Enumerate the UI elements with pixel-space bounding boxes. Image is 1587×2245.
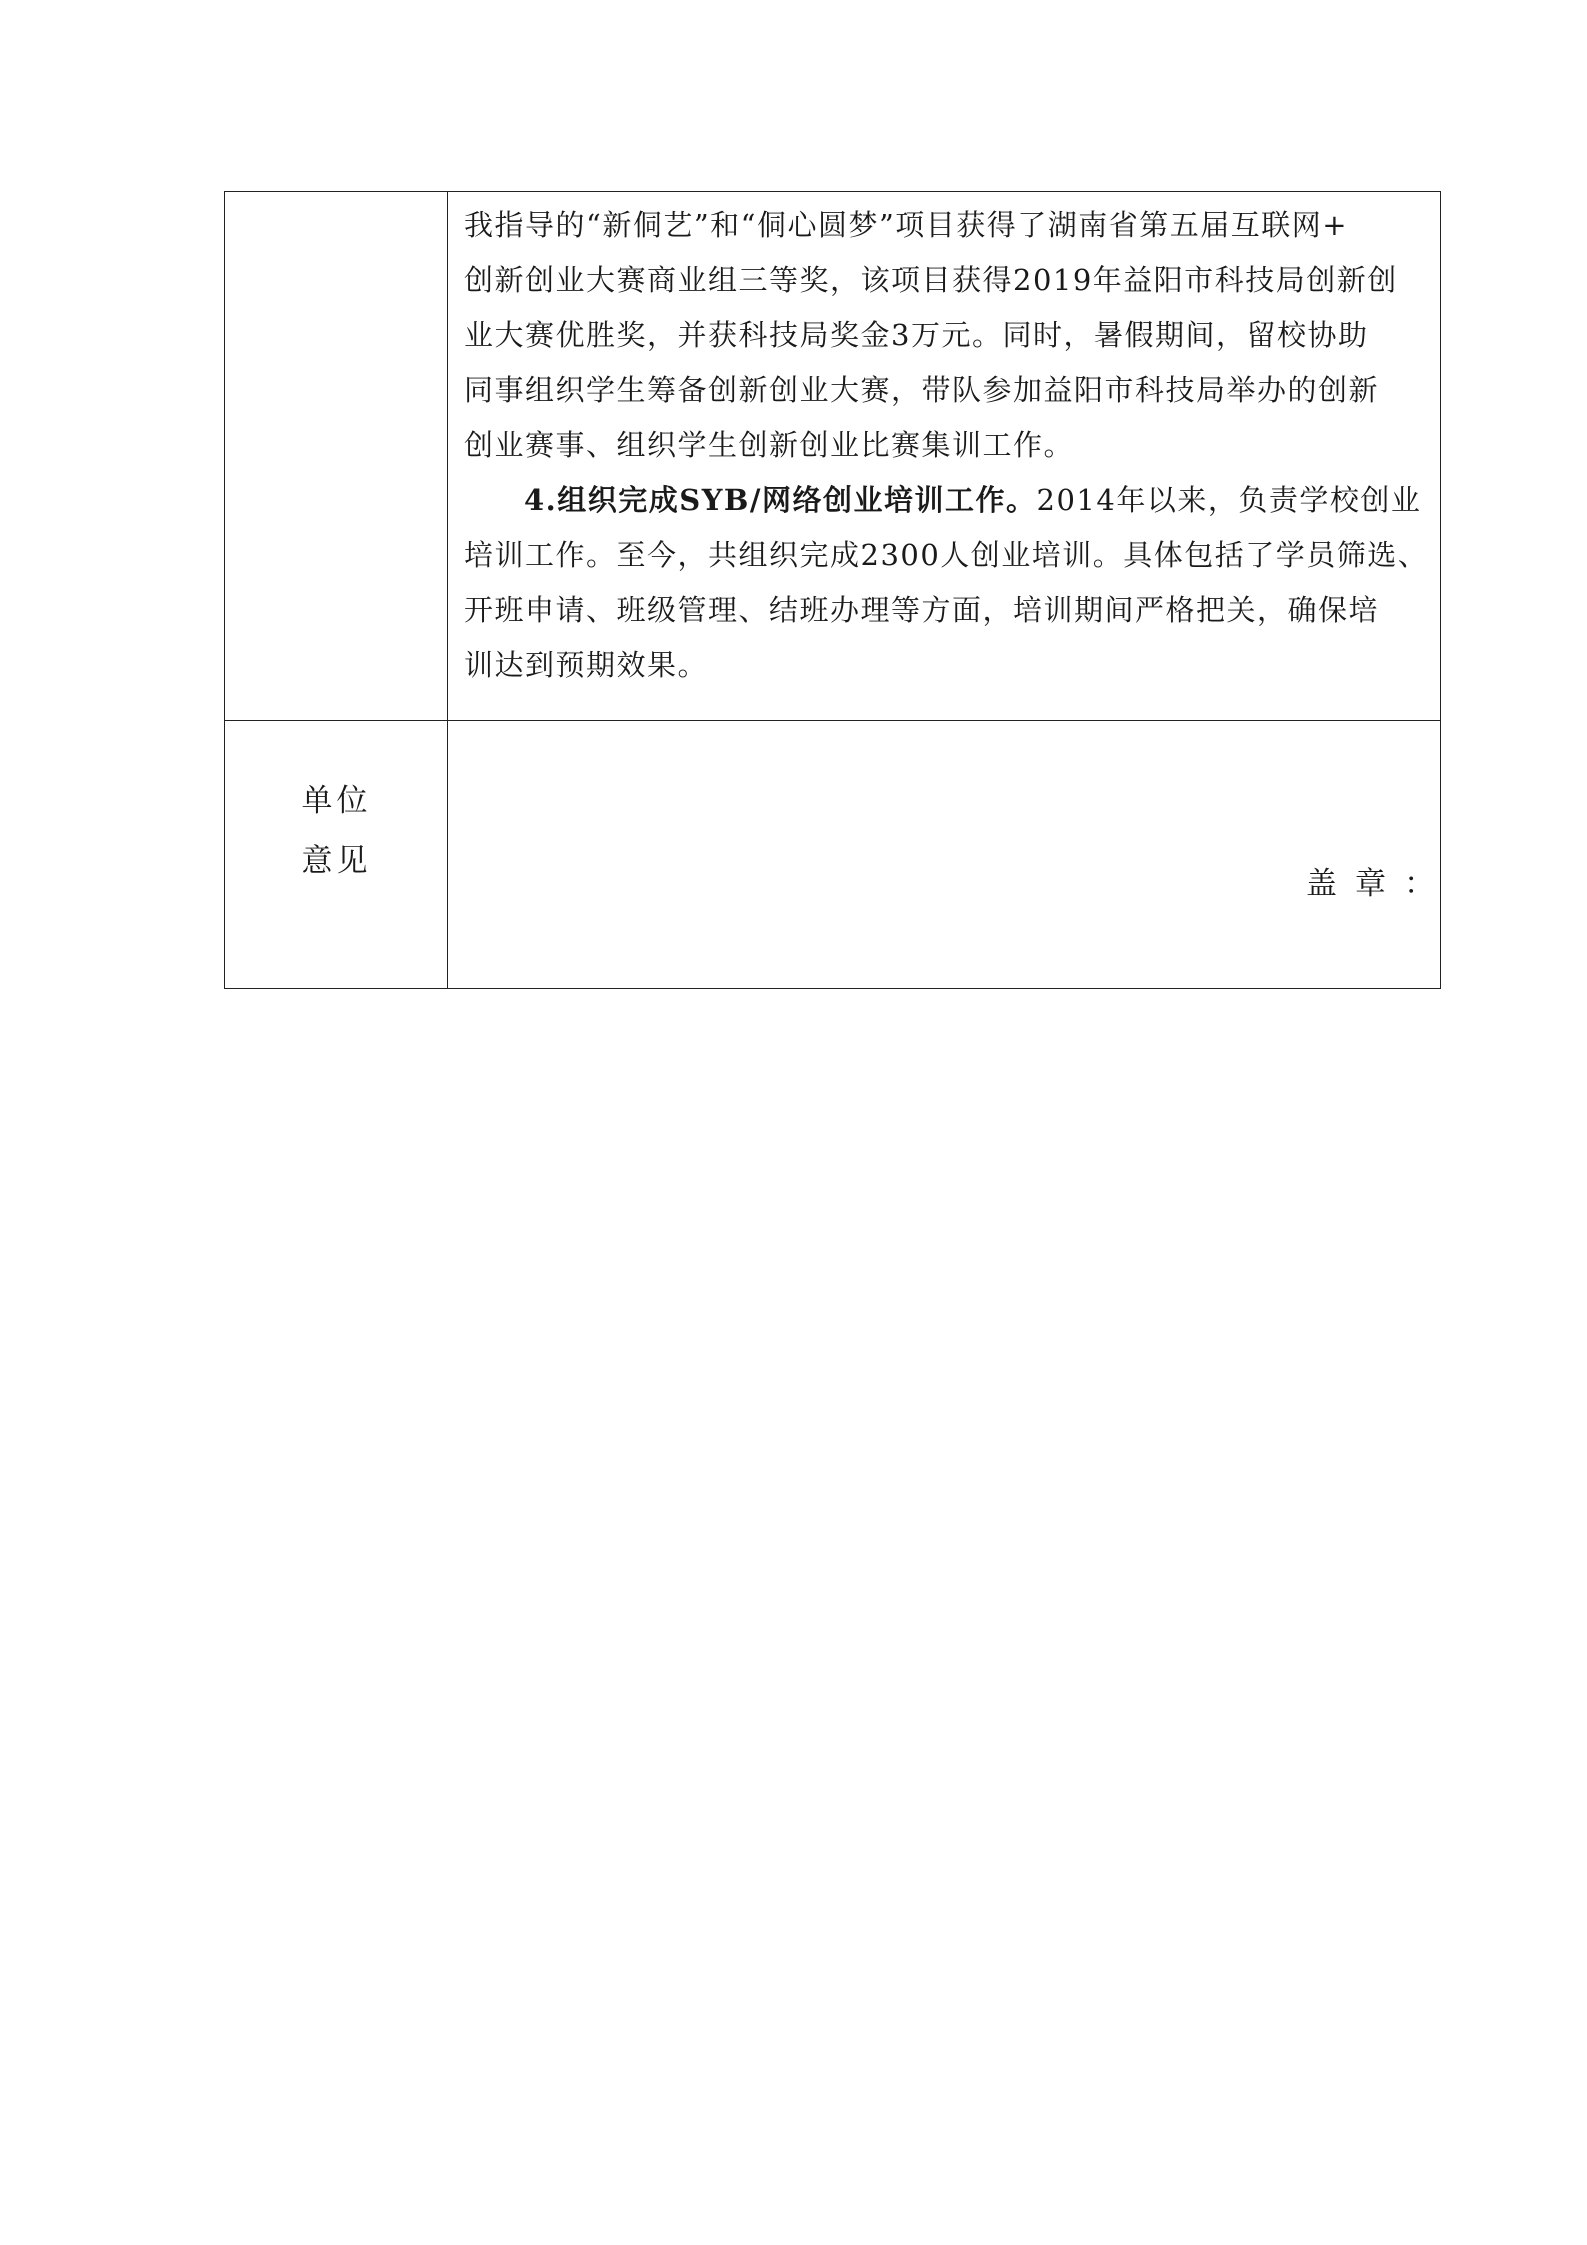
opinion-label: 意见 — [301, 843, 372, 879]
paragraph-line: 我指导的“新侗艺”和“侗心圆梦”项目获得了湖南省第五届互联网+ — [464, 208, 1349, 242]
unit-label: 单位 — [301, 783, 372, 819]
item4-first-line — [464, 473, 1434, 528]
achievements-content-cell — [448, 192, 1440, 720]
paragraph-line: 创业赛事、组织学生创新创业比赛集训工作。 — [464, 428, 1075, 462]
achievements-text — [464, 198, 1434, 693]
item4-heading: 4.组织完成SYB/网络创业培训工作。 — [524, 483, 1037, 517]
paragraph-line: 开班申请、班级管理、结班办理等方面，培训期间严格把关，确保培 — [464, 593, 1380, 627]
paragraph-line: 训达到预期效果。 — [464, 648, 709, 682]
unit-opinion-content-cell — [448, 721, 1453, 988]
unit-opinion-row — [225, 721, 1453, 988]
achievements-label-cell — [225, 192, 448, 720]
form-table — [224, 191, 1453, 989]
achievements-row — [225, 192, 1440, 721]
seal-label: 盖章： — [1306, 866, 1453, 902]
paragraph-line: 创新创业大赛商业组三等奖，该项目获得2019年益阳市科技局创新创 — [464, 263, 1398, 297]
item4-line1-rest: 2014年以来，负责学校创业 — [1036, 483, 1422, 517]
unit-opinion-label-cell — [225, 721, 448, 988]
paragraph-line: 同事组织学生筹备创新创业大赛，带队参加益阳市科技局举办的创新 — [464, 373, 1380, 407]
paragraph-line: 培训工作。至今，共组织完成2300人创业培训。具体包括了学员筛选、 — [464, 538, 1429, 572]
paragraph-line: 业大赛优胜奖，并获科技局奖金3万元。同时，暑假期间，留校协助 — [464, 318, 1369, 352]
